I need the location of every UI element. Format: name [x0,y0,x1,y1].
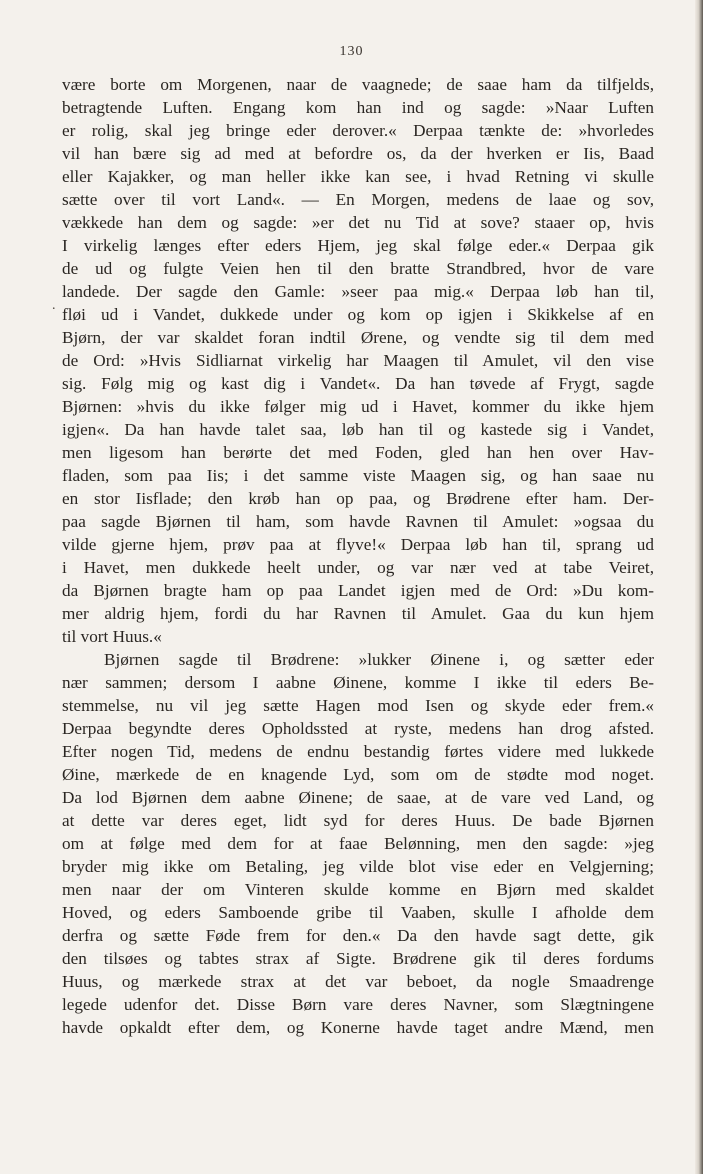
margin-mark: . [52,298,56,313]
page-edge-shadow [695,0,703,1174]
paragraph-end-line: til vort Huus.« [62,627,162,646]
text-line: mer aldrig hjem, fordi du har Ravnen til Amulet. Gaa du kun hjem [62,604,654,623]
text-line: Bjørn, der var skaldet foran indtil Ørene, og vendte sig til dem med [62,328,654,347]
text-line: er rolig, skal jeg bringe eder derover.« Derpaa tænkte de: »hvorledes [62,121,654,140]
text-line: derfra og sætte Føde frem for den.« Da den havde sagt dette, gik [62,926,654,945]
text-line: den tilsøes og tabtes strax af Sigte. Brødrene gik til deres fordums [62,949,654,968]
text-line: være borte om Morgenen, naar de vaagnede; de saae ham da tilfjelds, [62,75,654,94]
text-line: nær sammen; dersom I aabne Øinene, komme I ikke til eders Be- [62,673,654,692]
text-line: stemmelse, nu vil jeg sætte Hagen mod Isen og skyde eder frem.« [62,696,654,715]
text-line: vilde gjerne hjem, prøv paa at flyve!« Derpaa løb han til, sprang ud [62,535,654,554]
text-line: men naar der om Vinteren skulde komme en Bjørn med skaldet [62,880,654,899]
text-line: vil han bære sig ad med at befordre os, da der hverken er Iis, Baad [62,144,654,163]
text-line: Bjørnen: »hvis du ikke følger mig ud i Havet, kommer du ikke hjem [62,397,654,416]
text-line: sætte over til vort Land«. — En Morgen, medens de laae og sov, [62,190,654,209]
text-line: igjen«. Da han havde talet saa, løb han til og kastede sig i Vandet, [62,420,654,439]
text-line: men ligesom han berørte det med Foden, gled han hen over Hav- [62,443,654,462]
text-line: Hoved, og eders Samboende gribe til Vaaben, skulle I afholde dem [62,903,654,922]
text-line: de Ord: »Hvis Sidliarnat virkelig har Maagen til Amulet, vil den vise [62,351,654,370]
text-line: Huus, og mærkede strax at det var beboet, da nogle Smaadrenge [62,972,654,991]
text-line: Da lod Bjørnen dem aabne Øinene; de saae, at de vare ved Land, og [62,788,654,807]
text-line: betragtende Luften. Engang kom han ind og sagde: »Naar Luften [62,98,654,117]
text-line: legede udenfor det. Disse Børn vare deres Navner, som Slægtningene [62,995,654,1014]
text-line: bryder mig ikke om Betaling, jeg vilde blot vise eder en Velgjerning; [62,857,654,876]
body-text [62,73,654,1039]
text-line: om at følge med dem for at faae Belønning, men den sagde: »jeg [62,834,654,853]
text-line: fladen, som paa Iis; i det samme viste Maagen sig, og han saae nu [62,466,654,485]
text-line: en stor Iisflade; den krøb han op paa, og Brødrene efter ham. Der- [62,489,654,508]
text-line: vækkede han dem og sagde: »er det nu Tid at sove? staaer op, hvis [62,213,654,232]
text-line: de ud og fulgte Veien hen til den bratte Strandbred, hvor de vare [62,259,654,278]
text-line: I virkelig længes efter eders Hjem, jeg skal følge eder.« Derpaa gik [62,236,654,255]
text-line: Derpaa begyndte deres Opholdssted at ryste, medens han drog afsted. [62,719,654,738]
text-line: at dette var deres eget, lidt syd for deres Huus. De bade Bjørnen [62,811,654,830]
page-number: 130 [339,44,364,59]
text-line: Øine, mærkede de en knagende Lyd, som om de stødte mod noget. [62,765,654,784]
text-line: havde opkaldt efter dem, og Konerne havde taget andre Mænd, men [62,1018,654,1037]
text-line: landede. Der sagde den Gamle: »seer paa mig.« Derpaa løb han til, [62,282,654,301]
text-line: paa sagde Bjørnen til ham, som havde Ravnen til Amulet: »ogsaa du [62,512,654,531]
text-line: eller Kajakker, og man heller ikke kan see, i hvad Retning vi skulle [62,167,654,186]
text-line: fløi ud i Vandet, dukkede under og kom op igjen i Skikkelse af en [62,305,654,324]
text-line: Efter nogen Tid, medens de endnu bestandig førtes videre med lukkede [62,742,654,761]
text-line: sig. Følg mig og kast dig i Vandet«. Da han tøvede af Frygt, sagde [62,374,654,393]
text-line: da Bjørnen bragte ham op paa Landet igjen med de Ord: »Du kom- [62,581,654,600]
text-line: i Havet, men dukkede heelt under, og var nær ved at tabe Veiret, [62,558,654,577]
paragraph-start-line: Bjørnen sagde til Brødrene: »lukker Øinene i, og sætter eder [104,650,654,669]
